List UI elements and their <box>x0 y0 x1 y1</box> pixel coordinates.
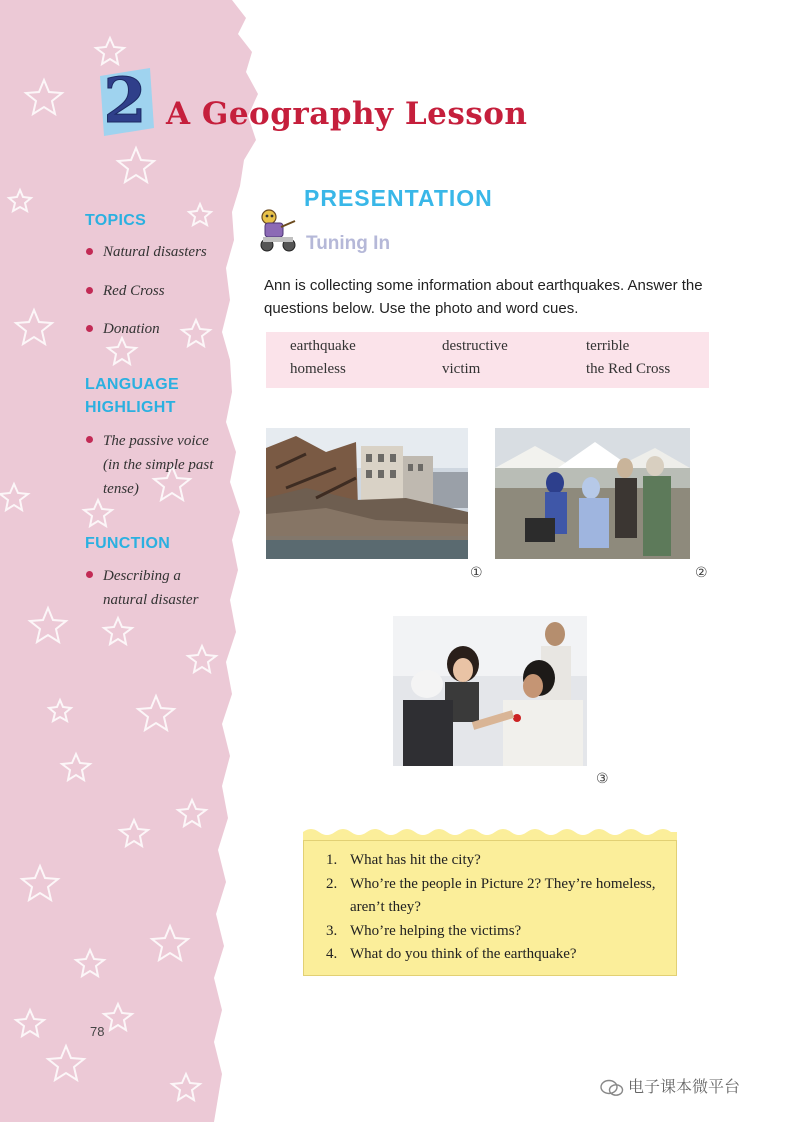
section-title: PRESENTATION <box>304 185 493 211</box>
bullet <box>86 325 93 332</box>
earthquake-rubble-photo <box>266 428 468 559</box>
instructions-text: Ann is collecting some information about earthquakes. Answer the questions below. Use the photo and word cues. <box>264 277 703 317</box>
word-cue: terrible <box>586 338 630 354</box>
word-cue: destructive <box>442 338 508 354</box>
question-text: What do you think of the earthquake? <box>350 946 577 962</box>
word-cue: victim <box>442 361 481 377</box>
question-item <box>326 943 666 967</box>
question-text: Who’re helping the victims? <box>350 922 522 939</box>
photo-label: ① <box>470 565 483 581</box>
topic-item: Natural disasters <box>103 244 207 260</box>
questions-list <box>326 849 666 967</box>
function-item: Describing a <box>103 568 181 584</box>
question-text: What has hit the city? <box>350 852 481 868</box>
topics-heading: TOPICS <box>85 212 147 229</box>
language-item: The passive voice <box>103 433 209 449</box>
question-text: Who’re the people in Picture 2? They’re homeless, aren’t they? <box>350 875 656 915</box>
question-item <box>326 873 666 920</box>
watermark-text: 电子课本微平台 <box>628 1077 741 1096</box>
photo-label: ③ <box>596 771 609 787</box>
word-cue-box <box>266 332 709 388</box>
word-cue: the Red Cross <box>586 361 671 377</box>
function-heading: FUNCTION <box>85 535 171 552</box>
watermark <box>600 1074 740 1097</box>
question-item <box>326 920 666 944</box>
unit-title: A Geography Lesson <box>166 96 528 132</box>
word-cue: homeless <box>290 361 346 377</box>
sidebar-background <box>0 0 270 1122</box>
bullet <box>86 571 93 578</box>
page-number: 78 <box>90 1024 105 1039</box>
highlight-heading: HIGHLIGHT <box>85 399 176 416</box>
language-item: (in the simple past <box>103 457 214 473</box>
language-item: tense) <box>103 481 139 497</box>
question-number: 2. <box>326 875 338 892</box>
red-cross-helpers-photo <box>393 616 587 766</box>
bullet <box>86 436 93 443</box>
question-item <box>326 849 666 873</box>
section-subtitle: Tuning In <box>306 233 391 254</box>
unit-number: 2 <box>103 64 147 137</box>
question-number: 4. <box>326 946 338 962</box>
language-heading: LANGUAGE <box>85 376 179 393</box>
wechat-icon <box>600 1079 624 1097</box>
bullet <box>86 287 93 294</box>
topic-item: Red Cross <box>103 283 165 299</box>
photo-label: ② <box>695 565 708 581</box>
homeless-people-photo <box>495 428 690 559</box>
unit-number-badge <box>92 62 158 140</box>
topic-item: Donation <box>103 321 160 337</box>
bullet <box>86 248 93 255</box>
robot-mascot-icon <box>255 205 303 253</box>
function-item: natural disaster <box>103 592 199 608</box>
question-number: 1. <box>326 852 338 868</box>
word-cue: earthquake <box>290 338 356 354</box>
question-number: 3. <box>326 922 338 939</box>
